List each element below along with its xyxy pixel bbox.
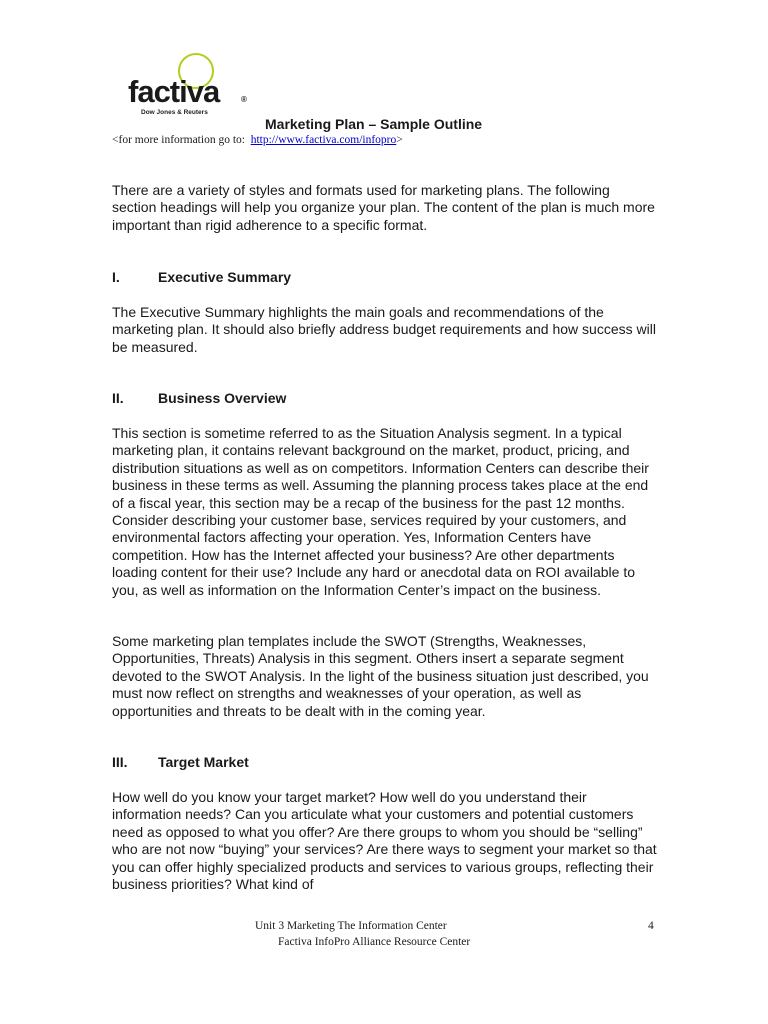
logo-wordmark: factiva [128, 74, 220, 109]
business-overview-paragraph-1: This section is sometime referred to as the Situation Analysis segment. In a typical marketing plan, it contains relevant background on the market, product, pricing, and distribution situations as well as on competitors. Information Centers can describe their business in these terms as well. Assuming the planning process takes place at the end of a fiscal year, this section may be a recap of the business for the past 12 months. Consider describing your customer base, services required by your customers, and environmental factors affecting your operation. Yes, Information Centers have competition. How has the Internet affected your business? Are other departments loading content for their use? Include any hard or anecdotal data on ROI available to you, as well as information on the Information Center’s impact on the business. [112, 425, 649, 598]
factiva-logo [128, 50, 253, 120]
footer-line-1: Unit 3 Marketing The Information Center [255, 920, 447, 932]
section-number: I. [112, 269, 120, 285]
section-title: Target Market [158, 754, 249, 770]
section-number: III. [112, 754, 128, 770]
section-heading-target-market [112, 754, 249, 770]
business-overview-paragraph-2: Some marketing plan templates include the SWOT (Strengths, Weaknesses, Opportunities, Threats) Analysis in this segment. Others insert a separate segment devoted to the SWOT Analysis. In the light of the business situation just described, you must now reflect on strengths and weaknesses of your operation, as well as opportunities and threats to be dealt with in the coming year. [112, 633, 649, 719]
logo-registered-mark: ® [241, 95, 247, 104]
logo-tagline: Dow Jones & Reuters [141, 109, 208, 116]
footer-line-2: Factiva InfoPro Alliance Resource Center [278, 936, 471, 948]
page-title: Marketing Plan – Sample Outline [265, 116, 483, 132]
executive-summary-paragraph: The Executive Summary highlights the main goals and recommendations of the marketing plan. It should also briefly address budget requirements and how success will be measured. [112, 304, 656, 355]
infopro-link[interactable]: http://www.factiva.com/infopro [250, 134, 397, 146]
section-title: Business Overview [158, 390, 287, 406]
section-heading-business-overview [112, 390, 286, 406]
section-number: II. [112, 390, 124, 406]
info-prefix: <for more information go to: [112, 134, 245, 146]
section-heading-executive-summary [112, 269, 291, 285]
target-market-paragraph: How well do you know your target market? How well do you understand their information needs? Can you articulate what your customers and potential customers need as opposed to what you offer? Are there groups to whom you should be “selling” who are not now “buying” your services? Are there ways to segment your market so that you can offer highly specialized products and services to various groups, reflecting their business priorities? What kind of [112, 789, 657, 893]
page-number: 4 [648, 920, 654, 932]
info-line [112, 134, 403, 146]
section-title: Executive Summary [158, 269, 292, 285]
intro-paragraph: There are a variety of styles and formats used for marketing plans. The following section headings will help you organize your plan. The content of the plan is much more important than rigid adherence to a specific format. [112, 182, 655, 233]
info-suffix: > [396, 134, 403, 146]
